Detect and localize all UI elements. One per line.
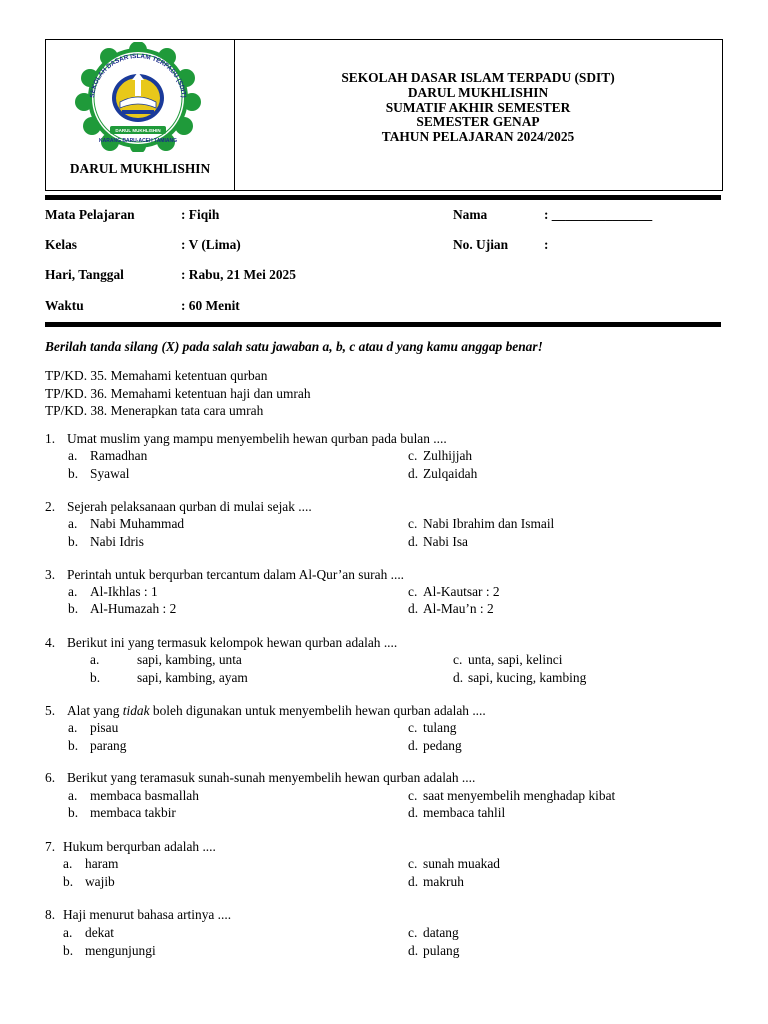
option-text: membaca basmallah (90, 788, 199, 803)
school-title-line: SUMATIF AKHIR SEMESTER (385, 99, 571, 115)
option-text: pulang (423, 943, 460, 958)
option-letter: d. (408, 738, 419, 753)
logo-bottom-text: KARANG BARU-ACEH TAMIANG (99, 138, 177, 144)
option-letter: a. (68, 788, 78, 803)
option-letter: d. (408, 601, 419, 616)
option-text: unta, sapi, kelinci (468, 652, 563, 667)
option-letter: b. (68, 534, 79, 549)
header-divider (45, 195, 721, 200)
option-text: sapi, kucing, kambing (468, 670, 587, 685)
name-field[interactable]: : _______________ (544, 207, 653, 222)
option-text: Zulqaidah (423, 466, 478, 481)
school-title-line: TAHUN PELAJARAN 2024/2025 (381, 129, 575, 145)
option-text: Nabi Idris (90, 534, 144, 549)
info-row-time (45, 298, 723, 316)
option-text: makruh (423, 874, 464, 889)
info-value: : Fiqih (181, 207, 220, 222)
option-text: mengunjungi (85, 943, 156, 958)
question-text-part: boleh digunakan untuk menyembelih hewan qurban adalah .... (149, 703, 486, 718)
option-text: Nabi Muhammad (90, 516, 185, 531)
info-value: : V (Lima) (181, 237, 241, 252)
option-text: tulang (423, 720, 457, 735)
info-row-subject (45, 207, 723, 225)
question-number: 7. (45, 839, 56, 854)
option-text: Nabi Ibrahim dan Ismail (423, 516, 555, 531)
option-letter: c. (408, 448, 418, 463)
option-text: membaca takbir (90, 805, 176, 820)
exam-number-field[interactable]: : (544, 237, 549, 252)
option-text: Nabi Isa (423, 534, 468, 549)
question-number: 6. (45, 770, 56, 785)
question-text-emphasis: tidak (122, 703, 150, 718)
option-letter: b. (68, 601, 79, 616)
option-letter: a. (68, 516, 78, 531)
option-letter: b. (68, 805, 79, 820)
option-text: Al-Ikhlas : 1 (90, 584, 158, 599)
school-logo-icon (72, 42, 204, 152)
question-text (67, 703, 486, 719)
option-letter: a. (68, 448, 78, 463)
info-label: Nama (453, 207, 488, 222)
question-text: Umat muslim yang mampu menyembelih hewan qurban pada bulan .... (67, 431, 447, 446)
info-row-date (45, 267, 723, 285)
option-letter: c. (453, 652, 463, 667)
school-title-line: DARUL MUKHLISHIN (407, 84, 549, 100)
option-letter: b. (63, 943, 74, 958)
question-text: Haji menurut bahasa artinya .... (63, 907, 232, 922)
option-letter: c. (408, 925, 418, 940)
option-text: saat menyembelih menghadap kibat (423, 788, 616, 803)
option-text: haram (85, 856, 119, 871)
option-text: membaca tahlil (423, 805, 506, 820)
tp-line: TP/KD. 35. Memahami ketentuan qurban (45, 368, 268, 383)
option-letter: d. (408, 874, 419, 889)
instruction-text: Berilah tanda silang (X) pada salah satu jawaban a, b, c atau d yang kamu anggap benar! (45, 339, 543, 354)
option-letter: c. (408, 788, 418, 803)
option-letter: d. (408, 805, 419, 820)
option-letter: c. (408, 856, 418, 871)
option-text: Al-Humazah : 2 (90, 601, 177, 616)
option-letter: b. (90, 670, 101, 685)
question-number: 5. (45, 703, 56, 718)
option-letter: b. (68, 738, 79, 753)
option-letter: c. (408, 720, 418, 735)
option-letter: d. (453, 670, 464, 685)
info-label: Waktu (45, 298, 84, 313)
option-letter: c. (408, 516, 418, 531)
option-letter: c. (408, 584, 418, 599)
option-text: parang (90, 738, 127, 753)
header-box (45, 39, 723, 191)
school-title-block (234, 71, 722, 145)
option-text: dekat (85, 925, 114, 940)
info-label: Kelas (45, 237, 77, 252)
option-letter: b. (63, 874, 74, 889)
info-label: No. Ujian (453, 237, 509, 252)
option-text: sapi, kambing, unta (137, 652, 242, 667)
option-letter: a. (68, 584, 78, 599)
option-text: Al-Kautsar : 2 (423, 584, 500, 599)
question-text: Sejerah pelaksanaan qurban di mulai sejak .... (67, 499, 312, 514)
option-letter: a. (90, 652, 100, 667)
logo-arc-text: SEKOLAH DASAR ISLAM TERPADU (SDIT) (89, 52, 187, 99)
option-text: Syawal (90, 466, 130, 481)
option-letter: d. (408, 534, 419, 549)
option-letter: b. (68, 466, 79, 481)
info-row-class (45, 237, 723, 255)
option-text: pisau (90, 720, 119, 735)
question-number: 3. (45, 567, 56, 582)
question-number: 1. (45, 431, 56, 446)
info-label: Hari, Tanggal (45, 267, 124, 282)
option-text: Zulhijjah (423, 448, 473, 463)
option-text: Ramadhan (90, 448, 148, 463)
question-text-part: Alat yang (67, 703, 123, 718)
option-letter: a. (63, 856, 73, 871)
option-text: datang (423, 925, 459, 940)
school-title-line: SEKOLAH DASAR ISLAM TERPADU (SDIT) (341, 70, 615, 85)
question-text: Berikut yang teramasuk sunah-sunah menyembelih hewan qurban adalah .... (67, 770, 476, 785)
logo-caption: DARUL MUKHLISHIN (69, 161, 211, 176)
info-label: Mata Pelajaran (45, 207, 135, 222)
logo-ribbon-text: DARUL MUKHLISHIN (115, 128, 161, 133)
question-number: 4. (45, 635, 56, 650)
question-text: Berikut ini yang termasuk kelompok hewan qurban adalah .... (67, 635, 398, 650)
question-text: Hukum berqurban adalah .... (63, 839, 216, 854)
logo-cell (46, 40, 235, 190)
option-letter: a. (63, 925, 73, 940)
option-letter: a. (68, 720, 78, 735)
option-text: Al-Mau’n : 2 (423, 601, 494, 616)
question-number: 8. (45, 907, 56, 922)
school-title-line: SEMESTER GENAP (416, 114, 540, 130)
option-text: sunah muakad (423, 856, 500, 871)
option-letter: d. (408, 466, 419, 481)
question-number: 2. (45, 499, 56, 514)
option-text: wajib (85, 874, 115, 889)
option-letter: d. (408, 943, 419, 958)
info-value: : 60 Menit (181, 298, 240, 313)
question-text: Perintah untuk berqurban tercantum dalam Al-Qur’an surah .... (67, 567, 405, 582)
tp-line: TP/KD. 38. Menerapkan tata cara umrah (45, 403, 264, 418)
option-text: sapi, kambing, ayam (137, 670, 248, 685)
tp-line: TP/KD. 36. Memahami ketentuan haji dan umrah (45, 386, 311, 401)
info-value: : Rabu, 21 Mei 2025 (181, 267, 296, 282)
info-divider (45, 322, 721, 327)
option-text: pedang (423, 738, 462, 753)
